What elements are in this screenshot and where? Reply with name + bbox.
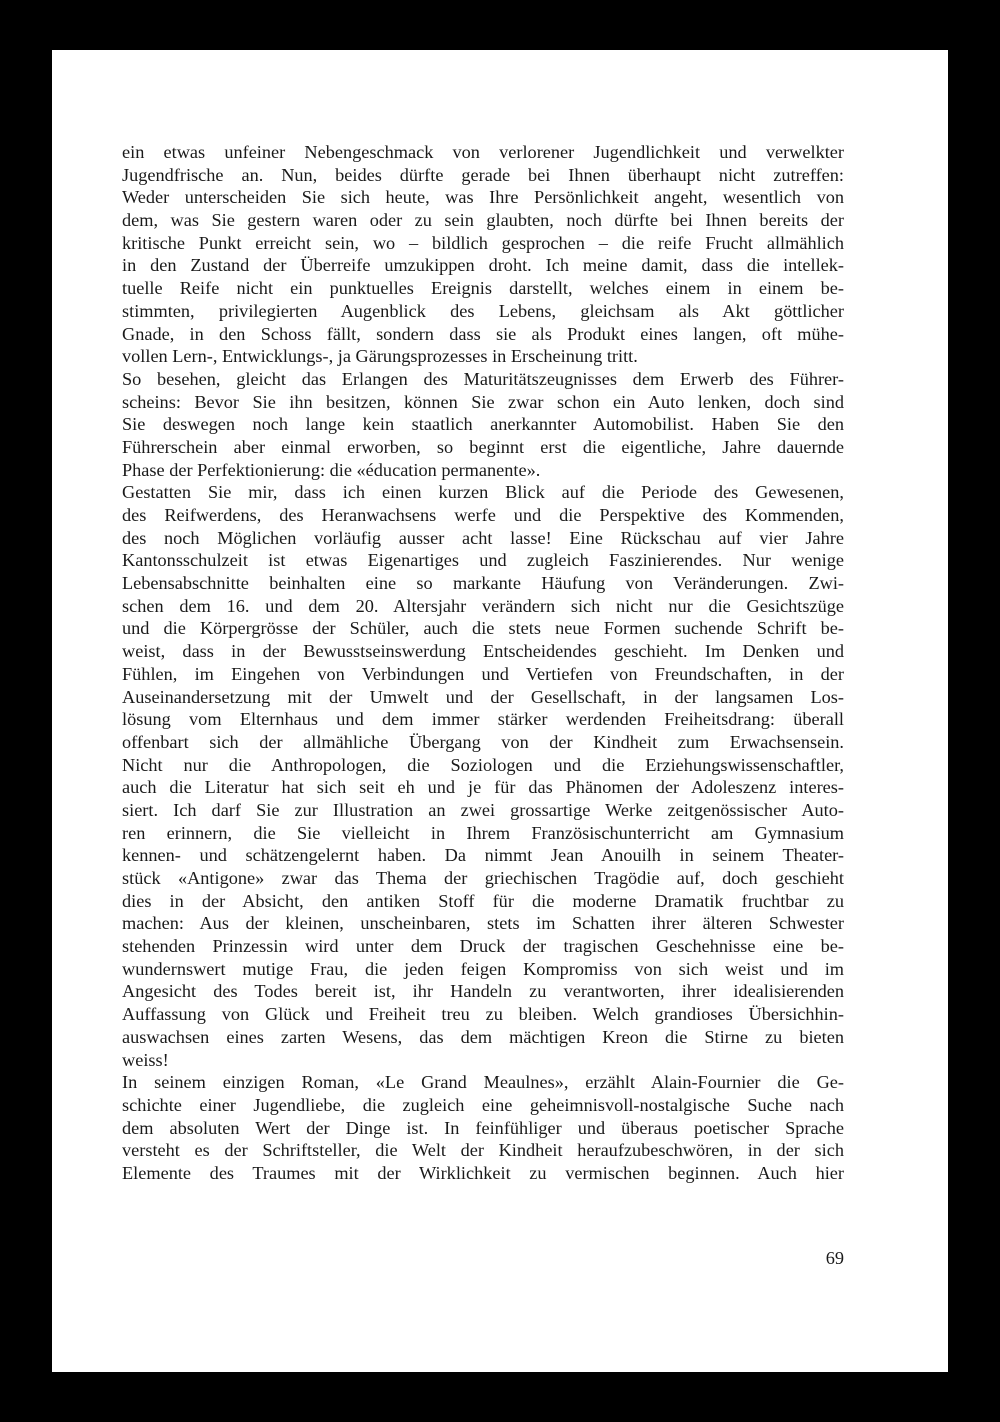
text-line: Gestatten Sie mir, dass ich einen kurzen Blick auf die Periode des Gewesenen, (122, 482, 844, 503)
text-line: schen dem 16. und dem 20. Altersjahr verändern sich nicht nur die Gesichtszüge (122, 595, 844, 616)
text-line: versteht es der Schriftsteller, die Welt der Kindheit heraufzubeschwören, in der sich (122, 1140, 844, 1161)
text-line: Phase der Perfektionierung: die «éducation permanente». (122, 459, 541, 480)
text-line: scheins: Bevor Sie ihn besitzen, können Sie zwar schon ein Auto lenken, doch sind (122, 391, 844, 412)
text-line: In seinem einzigen Roman, «Le Grand Meaulnes», erzählt Alain-Fournier die Ge- (122, 1072, 844, 1093)
text-line: Gnade, in den Schoss fällt, sondern dass sie als Produkt eines langen, oft mühe- (122, 323, 844, 344)
text-line: wundernswert mutige Frau, die jeden feigen Kompromiss von sich weist und im (122, 958, 844, 979)
text-line: Lebensabschnitte beinhalten eine so markante Häufung von Veränderungen. Zwi- (122, 573, 844, 594)
text-line: So besehen, gleicht das Erlangen des Maturitätszeugnisses dem Erwerb des Führer- (122, 368, 844, 389)
text-line: Nicht nur die Anthropologen, die Soziologen und die Erziehungswissenschaftler, (122, 754, 844, 775)
book-page (52, 50, 948, 1372)
text-line: vollen Lern-, Entwicklungs-, ja Gärungsprozesses in Erscheinung tritt. (122, 346, 638, 367)
text-line: des noch Möglichen vorläufig ausser acht lasse! Eine Rückschau auf vier Jahre (122, 527, 844, 548)
page-number: 69 (825, 1248, 844, 1268)
text-line: Jugendfrische an. Nun, beides dürfte gerade bei Ihnen überhaupt nicht zutreffen: (122, 164, 844, 185)
text-line: Elemente des Traumes mit der Wirklichkeit zu vermischen beginnen. Auch hier (122, 1162, 844, 1183)
text-line: und die Körpergrösse der Schüler, auch die stets neue Formen suchende Schrift be- (122, 618, 844, 639)
text-line: Fühlen, im Eingehen von Verbindungen und Vertiefen von Freundschaften, in der (122, 663, 844, 684)
text-line: in den Zustand der Überreife umzukippen droht. Ich meine damit, dass die intellek- (122, 255, 844, 276)
text-line: Weder unterscheiden Sie sich heute, was Ihre Persönlichkeit angeht, wesentlich von (122, 187, 844, 208)
text-line: Angesicht des Todes bereit ist, ihr Handeln zu verantworten, ihrer idealisierenden (122, 981, 844, 1002)
text-line: ein etwas unfeiner Nebengeschmack von verlorener Jugendlichkeit und verwelkter (122, 142, 844, 162)
text-line: siert. Ich darf Sie zur Illustration an zwei grossartige Werke zeitgenössischer Auto- (122, 799, 844, 820)
text-line: stück «Antigone» zwar das Thema der griechischen Tragödie auf, doch geschieht (122, 868, 844, 888)
text-line: des Reifwerdens, des Heranwachsens werfe und die Perspektive des Kommenden, (122, 505, 844, 525)
text-line: dem, was Sie gestern waren oder zu sein glaubten, noch dürfte bei Ihnen bereits der (122, 210, 844, 231)
text-line: Sie deswegen noch lange kein staatlich anerkannter Automobilist. Haben Sie den (122, 414, 844, 435)
text-line: auswachsen eines zarten Wesens, das dem mächtigen Kreon die Stirne zu bieten (122, 1026, 844, 1047)
text-line: dem absoluten Wert der Dinge ist. In feinfühliger und überaus poetischer Sprache (122, 1117, 844, 1138)
text-line: Führerschein aber einmal erworben, so beginnt erst die eigentliche, Jahre dauernde (122, 436, 844, 457)
text-line: schichte einer Jugendliebe, die zugleich eine geheimnisvoll-nostalgische Suche nach (122, 1094, 844, 1115)
paragraph (122, 141, 844, 368)
text-line: stehenden Prinzessin wird unter dem Druck der tragischen Geschehnisse eine be- (122, 936, 844, 957)
text-line: ren erinnern, die Sie vielleicht in Ihrem Französischunterricht am Gymnasium (122, 822, 844, 843)
text-line: Auseinandersetzung mit der Umwelt und der Gesellschaft, in der langsamen Los- (122, 686, 844, 707)
text-line: auch die Literatur hat sich seit eh und je für das Phänomen der Adoleszenz interes- (122, 777, 844, 798)
text-line: dies in der Absicht, den antiken Stoff für die moderne Dramatik fruchtbar zu (122, 890, 844, 911)
paragraph (122, 481, 844, 1071)
text-line: weiss! (122, 1049, 169, 1070)
paragraph (122, 1071, 844, 1184)
text-line: Auffassung von Glück und Freiheit treu zu bleiben. Welch grandioses Übersichhin- (122, 1004, 844, 1025)
text-line: Kantonsschulzeit ist etwas Eigenartiges und zugleich Faszinierendes. Nur wenige (122, 550, 844, 571)
text-line: kennen- und schätzengelernt haben. Da nimmt Jean Anouilh in seinem Theater- (122, 845, 844, 866)
text-line: kritische Punkt erreicht sein, wo – bildlich gesprochen – die reife Frucht allmählich (122, 232, 844, 253)
text-line: lösung vom Elternhaus und dem immer stärker werdenden Freiheitsdrang: überall (122, 709, 844, 730)
text-line: offenbart sich der allmähliche Übergang von der Kindheit zum Erwachsensein. (122, 731, 844, 752)
text-line: stimmten, privilegierten Augenblick des Lebens, gleichsam als Akt göttlicher (122, 300, 844, 321)
body-text (122, 141, 844, 1185)
paragraph (122, 368, 844, 481)
text-line: machen: Aus der kleinen, unscheinbaren, stets im Schatten ihrer älteren Schwester (122, 913, 844, 934)
text-line: tuelle Reife nicht ein punktuelles Ereignis darstellt, welches einem in einem be- (122, 278, 844, 299)
text-line: weist, dass in der Bewusstseinswerdung Entscheidendes geschieht. Im Denken und (122, 641, 844, 662)
